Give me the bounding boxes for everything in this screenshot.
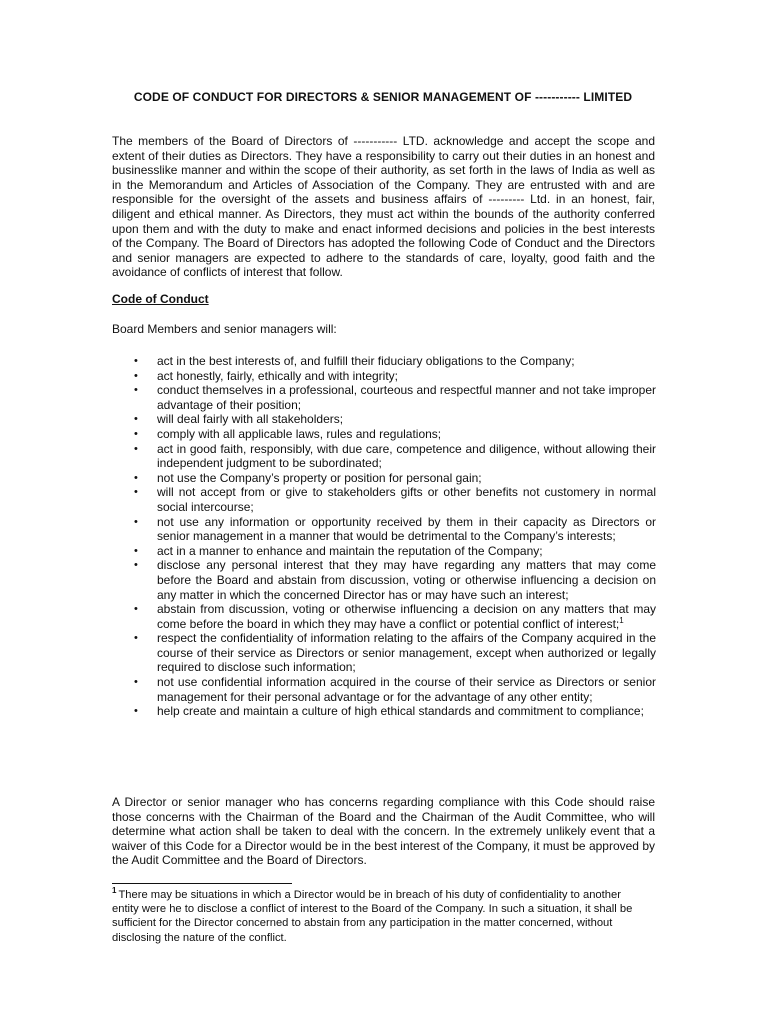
bullet-icon: • bbox=[134, 559, 138, 572]
bullet-icon: • bbox=[134, 603, 138, 616]
list-item-text: disclose any personal interest that they may have regarding any matters that may come before the Board and abstain from discussion, voting or otherwise influencing a decision on any matter in which the concerned Director has or may have such an interest; bbox=[157, 558, 656, 602]
list-item bbox=[130, 558, 656, 602]
list-item-text: not use confidential information acquired in the course of their service as Directors or senior management for their personal advantage or for the advantage of any other entity; bbox=[157, 675, 656, 704]
list-item bbox=[130, 471, 656, 486]
bullet-icon: • bbox=[134, 413, 138, 426]
list-item bbox=[130, 383, 656, 412]
list-item bbox=[130, 485, 656, 514]
list-item bbox=[130, 412, 656, 427]
conduct-bullet-list bbox=[130, 354, 656, 719]
list-item-text: not use the Company’s property or position for personal gain; bbox=[157, 470, 482, 485]
section-heading: Code of Conduct bbox=[112, 292, 209, 306]
list-item-text: conduct themselves in a professional, courteous and respectful manner and not take improper advantage of their position; bbox=[157, 383, 656, 412]
bullet-icon: • bbox=[134, 427, 138, 440]
list-item-text: comply with all applicable laws, rules and regulations; bbox=[157, 426, 442, 441]
list-item-text: act honestly, fairly, ethically and with integrity; bbox=[157, 368, 398, 383]
bullet-lead-text: Board Members and senior managers will: bbox=[112, 322, 337, 336]
list-item bbox=[130, 602, 656, 631]
list-item bbox=[130, 515, 656, 544]
bullet-icon: • bbox=[134, 676, 138, 689]
list-item bbox=[130, 631, 656, 675]
bullet-icon: • bbox=[134, 544, 138, 557]
list-item bbox=[130, 442, 656, 471]
list-item-text: not use any information or opportunity received by them in their capacity as Directors or senior management in a manner that would be detrimental to the Company’s interests; bbox=[157, 514, 656, 544]
list-item bbox=[130, 544, 656, 559]
list-item-text: help create and maintain a culture of high ethical standards and commitment to compliance; bbox=[157, 704, 644, 719]
intro-paragraph: The members of the Board of Directors of ----------- LTD. acknowledge and accept the scope and extent of their duties as Directors. They have a responsibility to carry out their duties in an honest and businesslike manner and within the scope of their authority, as set forth in the laws of India as well as in the Memorandum and Articles of Association of the Company. They are entrusted with and are responsible for the oversight of the assets and business affairs of --------- Ltd. in an honest, fair, diligent and ethical manner. As Directors, they must act within the bounds of the authority conferred upon them and with the duty to make and enact informed decisions and policies in the best interests of the Company. The Board of Directors has adopted the following Code of Conduct and the Directors and senior managers are expected to adhere to the standards of care, loyalty, good faith and the avoidance of conflicts of interest that follow. bbox=[112, 134, 655, 280]
bullet-icon: • bbox=[134, 384, 138, 397]
bullet-icon: • bbox=[134, 471, 138, 484]
list-item-text-body: abstain from discussion, voting or otherwise influencing a decision on any matters that may come before the board in which they may have a conflict or potential conflict of interest; bbox=[157, 602, 656, 631]
list-item-text bbox=[157, 602, 656, 631]
bullet-icon: • bbox=[134, 515, 138, 528]
list-item bbox=[130, 369, 656, 384]
list-item bbox=[130, 427, 656, 442]
bullet-icon: • bbox=[134, 442, 138, 455]
list-item-text: will deal fairly with all stakeholders; bbox=[157, 412, 344, 427]
list-item bbox=[130, 354, 656, 369]
bullet-icon: • bbox=[134, 486, 138, 499]
footnote-separator bbox=[112, 883, 292, 884]
document-title: CODE OF CONDUCT FOR DIRECTORS & SENIOR MANAGEMENT OF ----------- LIMITED bbox=[133, 90, 633, 104]
footnote-reference[interactable]: 1 bbox=[619, 615, 624, 625]
footnote-marker: 1 bbox=[112, 886, 117, 896]
closing-paragraph: A Director or senior manager who has concerns regarding compliance with this Code should raise those concerns with the Chairman of the Board and the Chairman of the Audit Committee, who will determine what action shall be taken to deal with the concern. In the extremely unlikely event that a waiver of this Code for a Director would be in the best interest of the Company, it must be approved by the Audit Committee and the Board of Directors. bbox=[112, 795, 655, 868]
footnote-text: There may be situations in which a Director would be in breach of his duty of confidentiality to another entity were he to disclose a conflict of interest to the Board of the Company. In such a situation, it shall be sufficient for the Director concerned to abstain from any participation in the matter concerned, without disclosing the nature of the conflict. bbox=[112, 889, 633, 944]
list-item-text: will not accept from or give to stakeholders gifts or other benefits not customery in normal social intercourse; bbox=[157, 485, 656, 514]
bullet-icon: • bbox=[134, 369, 138, 382]
list-item bbox=[130, 675, 656, 704]
list-item-text: act in a manner to enhance and maintain the reputation of the Company; bbox=[157, 543, 543, 558]
bullet-icon: • bbox=[134, 632, 138, 645]
list-item-text: act in good faith, responsibly, with due care, competence and diligence, without allowing their independent judgment to be subordinated; bbox=[157, 441, 656, 471]
bullet-icon: • bbox=[134, 355, 138, 367]
list-item-text: respect the confidentiality of information relating to the affairs of the Company acquired in the course of their service as Directors or senior management, except when authorized or legally required to disclose such information; bbox=[157, 631, 656, 675]
list-item bbox=[130, 704, 656, 719]
bullet-icon: • bbox=[134, 705, 138, 718]
footnote bbox=[112, 888, 642, 945]
list-item-text: act in the best interests of, and fulfill their fiduciary obligations to the Company; bbox=[157, 354, 575, 368]
